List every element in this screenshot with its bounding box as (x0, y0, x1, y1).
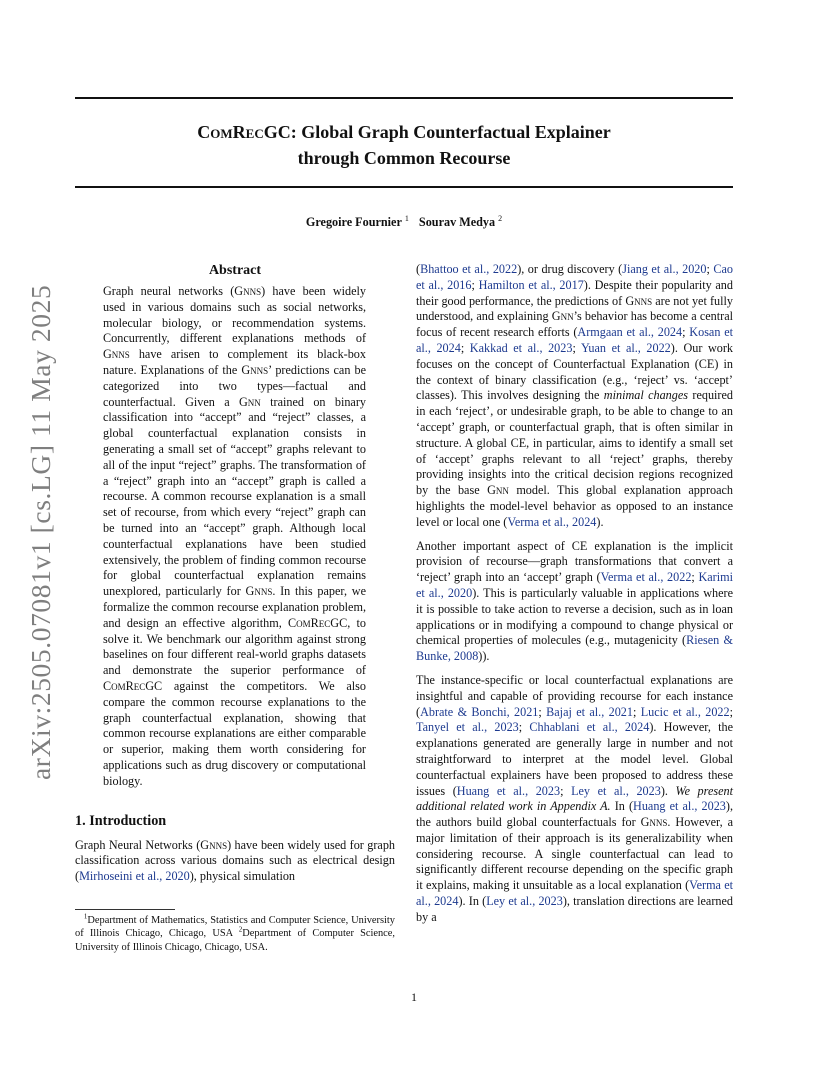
affiliation-mark: 1 (404, 213, 409, 223)
citation-link[interactable]: Verma et al., 2022 (600, 570, 692, 585)
title-bottom-rule (75, 186, 733, 188)
citation-link[interactable]: Lucic et al., 2022 (640, 704, 730, 719)
citation-link[interactable]: Riesen & Bunke, 2008 (416, 633, 733, 664)
citation-link[interactable]: Huang et al., 2023 (456, 783, 561, 798)
author-name: Gregoire Fournier (305, 215, 402, 229)
footnote-rule (75, 909, 175, 910)
citation-link[interactable]: Verma et al., 2024 (416, 878, 733, 909)
author-list (75, 215, 733, 230)
abstract-heading: Abstract (208, 263, 262, 278)
author-name: Sourav Medya (418, 215, 496, 229)
intro-paragraph: Graph Neural Networks (Gnns) have been widely used for graph classification across various domains such as electrical design (Mirhoseini et al., 2020), physical simulation (75, 837, 396, 884)
arxiv-watermark: arXiv:2505.07081v1 [cs.LG] 11 May 2025 (25, 284, 56, 780)
affiliation-mark: 2 (498, 213, 503, 223)
paper-title: ComRecGC: Global Graph Counterfactual Explainer through Common Recourse (197, 122, 611, 168)
citation-link[interactable]: Ley et al., 2023 (571, 783, 661, 798)
citation-link[interactable]: Kakkad et al., 2023 (469, 340, 573, 355)
citation-link[interactable]: Mirhoseini et al., 2020 (79, 869, 190, 884)
citation-link[interactable]: Huang et al., 2023 (633, 799, 726, 814)
citation-link[interactable]: Cao et al., 2016 (416, 262, 734, 292)
page-number: 1 (411, 990, 417, 1004)
section-heading-introduction: 1. Introduction (75, 812, 167, 829)
title-top-rule (75, 97, 733, 99)
citation-link[interactable]: Yuan et al., 2022 (580, 340, 671, 355)
citation-link[interactable]: Hamilton et al., 2017 (478, 277, 584, 292)
affiliation-footnote: $^1$Department of Mathematics, Statistics and Computer Science, University of Illinois Chicago, Chicago, USA $^2$Department of Computer Science, University of Illinois Chicago, Chicago, USA. (75, 912, 396, 953)
citation-link[interactable]: Bhattoo et al., 2022 (420, 262, 518, 276)
intro-paragraph: Another important aspect of CE explanation is the implicit provision of recourse—graph transformations that convert a ‘reject’ graph into an ‘accept’ graph (Verma et al., 2022; Karimi et al., 2020). This is particularly valuable in applications where it is possible to take action to reverse a decision, such as in loan applications or in modifying a compound to change physical or chemical properties of molecules (e.g., mutagenicity (Riesen & Bunke, 2008)). (416, 538, 734, 664)
citation-link[interactable]: Jiang et al., 2020 (622, 262, 707, 276)
intro-paragraph: The instance-specific or local counterfactual explanations are insightful and capable of providing recourse for each instance (Abrate & Bonchi, 2021; Bajaj et al., 2021; Lucic et al., 2022; Tanyel et al., 2023; Chhablani et al., 2024). However, the explanations generated are generally large in number and not straightforward to interpret at the model level. Global counterfactual explainers have been proposed to address these issues (Huang et al., 2023; Ley et al., 2023). We present additional related work in Appendix A. In (Huang et al., 2023), the authors build global counterfactuals for Gnns. However, a major limitation of their approach is its generalizability when considering recourse. A single counterfactual can lead to significantly different recourse depending on the specific graph it explains, making it unsuitable as a local explanation (Verma et al., 2024). In (Ley et al., 2023), translation directions are learned by a (416, 672, 734, 924)
citation-link[interactable]: Karimi et al., 2020 (416, 570, 733, 600)
citation-link[interactable]: Bajaj et al., 2021 (546, 704, 633, 719)
intro-paragraph: (Bhattoo et al., 2022), or drug discovery (Jiang et al., 2020; Cao et al., 2016; Hamilton et al., 2017). Despite their popularity and their good performance, the predictions of Gnns are not yet fully understood, and explaining Gnn’s behavior has become a central focus of recent research efforts (Armgaan et al., 2024; Kosan et al., 2024; Kakkad et al., 2023; Yuan et al., 2022). Our work focuses on the concept of Counterfactual Explanation (CE) in the context of binary classification (e.g., ‘reject’ vs. ‘accept’ classes). This involves designing the minimal changes required in each ‘reject’, or undesirable graph, to be able to change to an ‘accept’ graph, or counterfactual graph, that is often similar in structure. A global CE, in particular, aims to identify a small set of ‘accept’ graphs relevant to all ‘reject’ graphs, thereby providing insights into the critical decision regions recognized by the base Gnn model. This global explanation approach highlights the model-level behavior as opposed to an instance level or local one (Verma et al., 2024). (416, 262, 734, 529)
right-column (416, 262, 733, 926)
citation-link[interactable]: Tanyel et al., 2023 (416, 720, 519, 735)
citation-link[interactable]: Chhablani et al., 2024 (529, 720, 650, 735)
title-method-name: ComRecGC (197, 122, 291, 142)
citation-link[interactable]: Verma et al., 2024 (507, 514, 597, 529)
left-column (75, 262, 395, 885)
citation-link[interactable]: Ley et al., 2023 (486, 894, 563, 909)
citation-link[interactable]: Armgaan et al., 2024 (577, 325, 683, 340)
citation-link[interactable]: Abrate & Bonchi, 2021 (420, 704, 539, 719)
citation-link[interactable]: Kosan et al., 2024 (416, 325, 734, 355)
abstract-body: Graph neural networks (Gnns) have been widely used in various domains such as social networks, molecular biology, or recommendation systems. Concurrently, different explanations methods of Gnns have arisen to complement its black-box nature. Explanations of the Gnns’ predictions can be categorized into two types—factual and counterfactual. Given a Gnn trained on binary classification into “accept” and “reject” classes, a global counterfactual explanation consists in generating a small set of “accept” graphs relevant to all of the input “reject” graphs. The transformation of a “reject” graph into an “accept” graph is called a recourse. A common recourse explanation is a small set of recourse, from which every “reject” graph can be turned into an “accept” graph. Although local counterfactual explanations have been studied extensively, the problem of finding common recourse for global counterfactual explanation remains unexplored, particularly for Gnns. In this paper, we formalize the common recourse explanation problem, and design an effective algorithm, ComRecGC, to solve it. We benchmark our algorithm against strong baselines on four different real-world graphs datasets and demonstrate the superior performance of ComRecGC against the competitors. We also compare the common recourse explanations to the graph counterfactual explanation, showing that common recourse explanations are either comparable or superior, making them worth considering for applications such as drug discovery or computational biology. (103, 284, 366, 788)
